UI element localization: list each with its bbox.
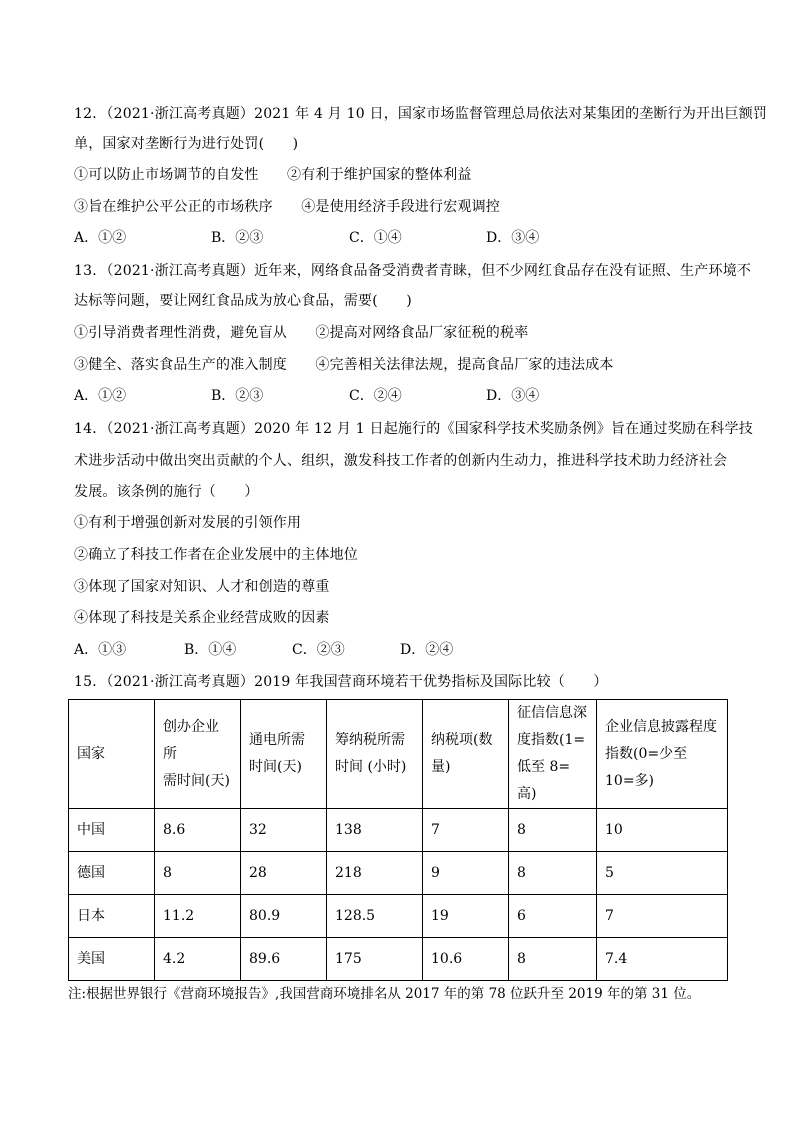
table-cell: 10 <box>597 809 728 852</box>
table-header-text: 量) <box>431 759 451 775</box>
option-a[interactable]: A．①③ <box>74 642 127 658</box>
table-cell: 138 <box>327 809 423 852</box>
table-header-cell <box>155 700 241 809</box>
table-header-row <box>69 700 728 809</box>
option-a[interactable]: A．①② <box>74 230 127 246</box>
question-12-statement-row-2: ③旨在维护公平公正的市场秩序 ④是使用经济手段进行宏观调控 <box>74 199 500 215</box>
table-header-text: 创办企业所 <box>163 718 219 762</box>
table-cell: 28 <box>241 852 327 895</box>
question-14-statement-1: ①有利于增强创新对发展的引领作用 <box>74 515 302 531</box>
table-cell: 8 <box>509 852 597 895</box>
option-b[interactable]: B．①④ <box>184 642 237 658</box>
question-14-stem-line-1: 14．（2021·浙江高考真题）2020 年 12 月 1 日起施行的《国家科学技术奖励条例》旨在通过奖励在科学技 <box>74 421 753 437</box>
table-cell: 80.9 <box>241 895 327 938</box>
table-cell: 11.2 <box>155 895 241 938</box>
table-header-text: 需时间(天) <box>163 772 230 789</box>
table-header-text: 国家 <box>77 745 105 762</box>
table-country-cell: 日本 <box>69 895 155 938</box>
table-cell: 9 <box>423 852 509 895</box>
table-header-text: 征信信息深 <box>517 705 587 721</box>
question-13-statement-row-1: ①引导消费者理性消费，避免盲从 ②提高对网络食品厂家征税的税率 <box>74 325 529 341</box>
table-header-text: 纳税项(数 <box>431 732 493 748</box>
table-cell: 4.2 <box>155 938 241 981</box>
table-cell: 8 <box>509 938 597 981</box>
table-cell: 6 <box>509 895 597 938</box>
table-cell: 5 <box>597 852 728 895</box>
question-12-statement-row-1: ①可以防止市场调节的自发性 ②有利于维护国家的整体利益 <box>74 167 472 183</box>
table-cell: 10.6 <box>423 938 509 981</box>
table-header-cell <box>423 700 509 809</box>
business-environment-table <box>68 699 728 981</box>
table-cell: 128.5 <box>327 895 423 938</box>
table-header-cell <box>509 700 597 809</box>
table-cell: 8 <box>509 809 597 852</box>
question-14-options <box>74 640 734 660</box>
question-13-statement-row-2: ③健全、落实食品生产的准入制度 ④完善相关法律法规，提高食品厂家的违法成本 <box>74 357 614 373</box>
option-d[interactable]: D．③④ <box>486 388 540 404</box>
question-15-stem: 15．（2021·浙江高考真题）2019 年我国营商环境若干优势指标及国际比较（ ） <box>74 674 608 690</box>
table-cell: 8 <box>155 852 241 895</box>
option-c[interactable]: C．②④ <box>349 388 402 404</box>
table-header-text: 时间 (小时) <box>335 759 407 775</box>
table-header-cell <box>241 700 327 809</box>
table-header-cell <box>597 700 728 809</box>
option-c[interactable]: C．②③ <box>292 642 345 658</box>
table-cell: 218 <box>327 852 423 895</box>
table-cell: 19 <box>423 895 509 938</box>
table-country-cell: 中国 <box>69 809 155 852</box>
question-13-stem-line-1: 13．（2021·浙江高考真题）近年来，网络食品备受消费者青睐，但不少网红食品存在没有证照、生产环境不 <box>74 263 752 279</box>
option-b[interactable]: B．②③ <box>211 230 264 246</box>
question-13-options <box>74 386 734 406</box>
option-c[interactable]: C．①④ <box>349 230 402 246</box>
table-header-text: 通电所需 <box>249 732 305 748</box>
table-header-text: 时间(天) <box>249 759 302 775</box>
question-13-stem-line-2: 达标等问题，要让网红食品成为放心食品，需要( ) <box>74 293 412 309</box>
option-a[interactable]: A．①② <box>74 388 127 404</box>
table-cell: 7.4 <box>597 938 728 981</box>
table-country-cell: 美国 <box>69 938 155 981</box>
table-header-cell <box>69 700 155 809</box>
question-14-statement-2: ②确立了科技工作者在企业发展中的主体地位 <box>74 547 358 563</box>
question-12-stem-line-1: 12．（2021·浙江高考真题）2021 年 4 月 10 日，国家市场监督管理总局依法对某集团的垄断行为开出巨额罚 <box>74 106 768 122</box>
table-header-text: 指数(0=少至 10=多) <box>605 745 688 789</box>
question-14-stem-line-2: 术进步活动中做出突出贡献的个人、组织，激发科技工作者的创新内生动力，推进科学技术助力经济社会 <box>74 453 728 469</box>
table-row <box>69 895 728 938</box>
table-row <box>69 809 728 852</box>
table-row <box>69 938 728 981</box>
table-header-text: 筹纳税所需 <box>335 732 405 748</box>
question-14-stem-line-3: 发展。该条例的施行（ ） <box>74 484 259 500</box>
table-header-cell <box>327 700 423 809</box>
question-14-statement-3: ③体现了国家对知识、人才和创造的尊重 <box>74 579 330 595</box>
table-header-text: 企业信息披露程度 <box>605 718 717 735</box>
question-14-statement-4: ④体现了科技是关系企业经营成败的因素 <box>74 610 330 626</box>
table-cell: 7 <box>597 895 728 938</box>
table-cell: 175 <box>327 938 423 981</box>
option-d[interactable]: D．②④ <box>400 642 454 658</box>
table-country-cell: 德国 <box>69 852 155 895</box>
table-cell: 7 <box>423 809 509 852</box>
table-header-text: 低至 8=高) <box>517 759 571 802</box>
table-header-text: 度指数(1= <box>517 732 586 748</box>
question-12-stem-line-2: 单，国家对垄断行为进行处罚( ) <box>74 136 299 152</box>
table-row <box>69 852 728 895</box>
table-cell: 8.6 <box>155 809 241 852</box>
option-b[interactable]: B．②③ <box>211 388 264 404</box>
option-d[interactable]: D．③④ <box>486 230 540 246</box>
question-12-options <box>74 228 734 248</box>
table-cell: 32 <box>241 809 327 852</box>
table-cell: 89.6 <box>241 938 327 981</box>
table-note: 注:根据世界银行《营商环境报告》,我国营商环境排名从 2017 年的第 78 位跃升至 2019 年的第 31 位。 <box>68 986 701 1002</box>
